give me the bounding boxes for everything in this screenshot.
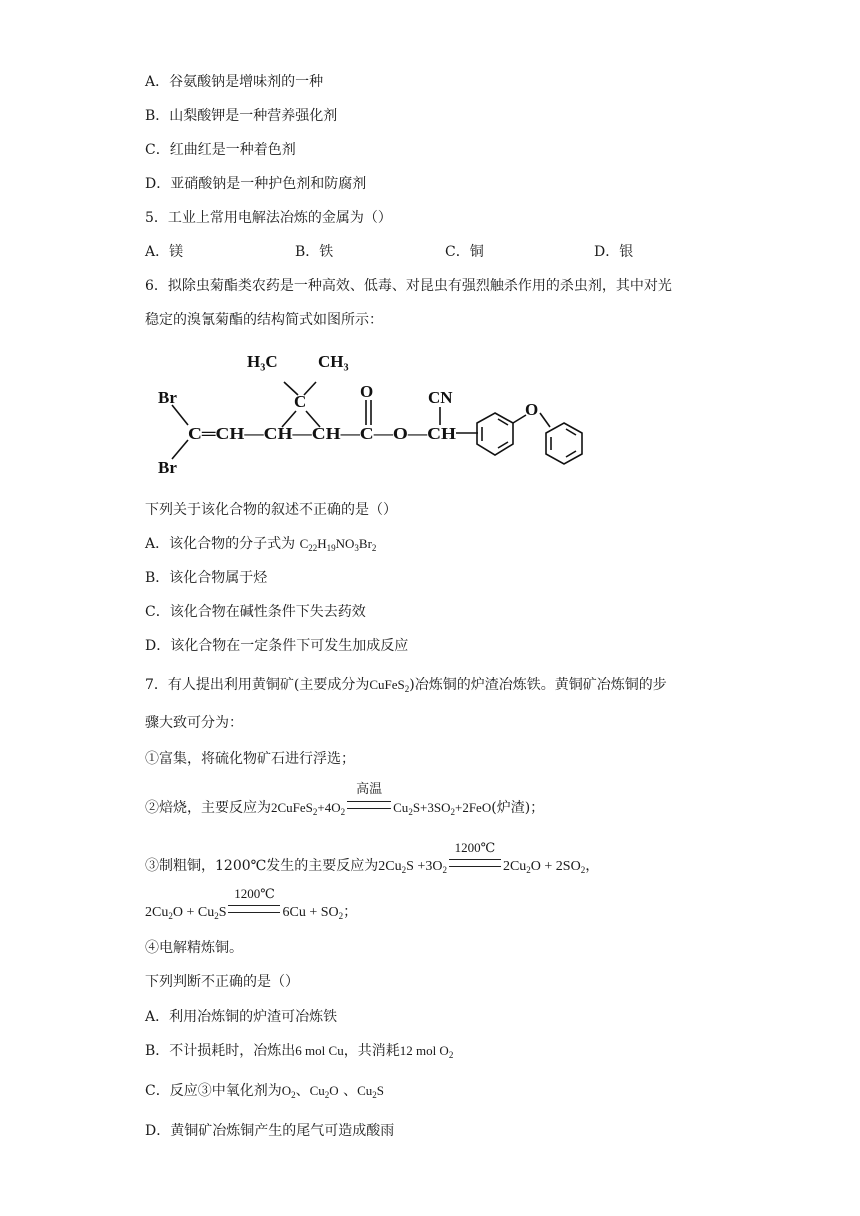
q6-stem-line1: 6．拟除虫菊酯类农药是一种高效、低毒、对昆虫有强烈触杀作用的杀虫剂，其中对光 — [145, 278, 672, 294]
q7-question: 下列判断不正确的是（） — [145, 974, 299, 990]
q6-option-d: D．该化合物在一定条件下可发生加成反应 — [145, 638, 409, 654]
q7-option-c: C．反应③中氧化剂为$O_2$、$Cu_2O$ 、$Cu_2S$ — [145, 1083, 385, 1100]
q6-option-a-prefix: A．该化合物的分子式为 — [145, 536, 300, 552]
structure-main-chain: C═CH—CH—CH—C—O—CH — [188, 424, 456, 443]
condition-high-temp: 高温 — [356, 781, 383, 796]
q6-stem-line2: 稳定的溴氰菊酯的结构简式如图所示： — [145, 312, 383, 328]
structure-br-bottom: Br — [158, 458, 177, 477]
q7-option-b: B．不计损耗时，冶炼出6 mol Cu，共消耗12 mol $O_2$ — [145, 1043, 454, 1060]
q5-option-d: D．银 — [594, 244, 634, 260]
q7-step-2: ②焙烧，主要反应为$2CuFeS_2+4O_2$ 高温 $Cu_2S+3SO_2+2FeO$(炉渣)； — [145, 781, 545, 817]
structure-cn: CN — [428, 388, 453, 407]
q4-option-d: D．亚硝酸钠是一种护色剂和防腐剂 — [145, 176, 367, 192]
q7-stem-line1: 7．有人提出利用黄铜矿(主要成分为CuFeS$_2$)冶炼铜的炉渣冶炼铁。黄铜矿冶炼铜的步 — [145, 677, 667, 694]
q7-step-3-reaction-2: $2Cu_2O + Cu_2S$ 1200℃ $6Cu + SO_2$； — [145, 886, 358, 921]
q5-option-c: C．铜 — [445, 244, 484, 260]
q6-option-c: C．该化合物在碱性条件下失去药效 — [145, 604, 366, 620]
deltamethrin-structure — [150, 345, 600, 480]
q7-step-1: ①富集，将硫化物矿石进行浮选； — [145, 751, 355, 767]
roasting-equation: $2CuFeS_2+4O_2$ 高温 $Cu_2S+3SO_2+2FeO$ — [271, 781, 492, 817]
q7-stem-line2: 骤大致可分为： — [145, 715, 243, 731]
mol-cu: 6 mol Cu — [295, 1043, 344, 1058]
condition-1200c: 1200℃ — [454, 840, 496, 855]
oxidant-list: $O_2$ — [281, 1083, 296, 1100]
q5-stem: 5．工业上常用电解法冶炼的金属为（） — [145, 210, 392, 226]
q7-option-d: D．黄铜矿冶炼铜产生的尾气可造成酸雨 — [145, 1123, 395, 1139]
q6-option-b: B．该化合物属于烃 — [145, 570, 268, 586]
structure-h3c: H₃C — [247, 352, 278, 371]
q7-step-3: ③制粗铜，1200℃发生的主要反应为$2Cu_2S +3O_2$ 1200℃ $2Cu_2O + 2SO_2$， — [145, 840, 600, 875]
q5-option-b: B．铁 — [295, 244, 334, 260]
structure-ether-o: O — [525, 400, 539, 419]
q4-option-c: C．红曲红是一种着色剂 — [145, 142, 296, 158]
structure-carbonyl-o: O — [360, 382, 374, 401]
q7-step-4: ④电解精炼铜。 — [145, 940, 243, 956]
structure-ch3: CH₃ — [318, 352, 349, 371]
q7-option-a: A．利用冶炼铜的炉渣可冶炼铁 — [145, 1009, 338, 1025]
q5-option-a: A．镁 — [145, 244, 184, 260]
reaction-2-equation: $2Cu_2O + Cu_2S$ 1200℃ $6Cu + SO_2$ — [145, 886, 344, 921]
cufes2-formula: CuFeS$_2$ — [369, 677, 410, 694]
q4-option-a: A．谷氨酸钠是增味剂的一种 — [145, 74, 324, 90]
q4-option-b: B．山梨酸钾是一种营养强化剂 — [145, 108, 338, 124]
structure-ring-c: C — [294, 392, 307, 411]
q6-question: 下列关于该化合物的叙述不正确的是（） — [145, 502, 397, 518]
structure-br-top: Br — [158, 388, 177, 407]
condition-1200c: 1200℃ — [234, 886, 275, 901]
molecular-formula: $C_{22}H_{19}NO_3Br_2$ — [299, 536, 377, 553]
mol-o2: 12 mol $O_2$ — [399, 1043, 454, 1060]
q6-option-a — [145, 535, 376, 553]
reaction-1-equation: $2Cu_2S +3O_2$ 1200℃ $2Cu_2O + 2SO_2$ — [378, 840, 586, 875]
